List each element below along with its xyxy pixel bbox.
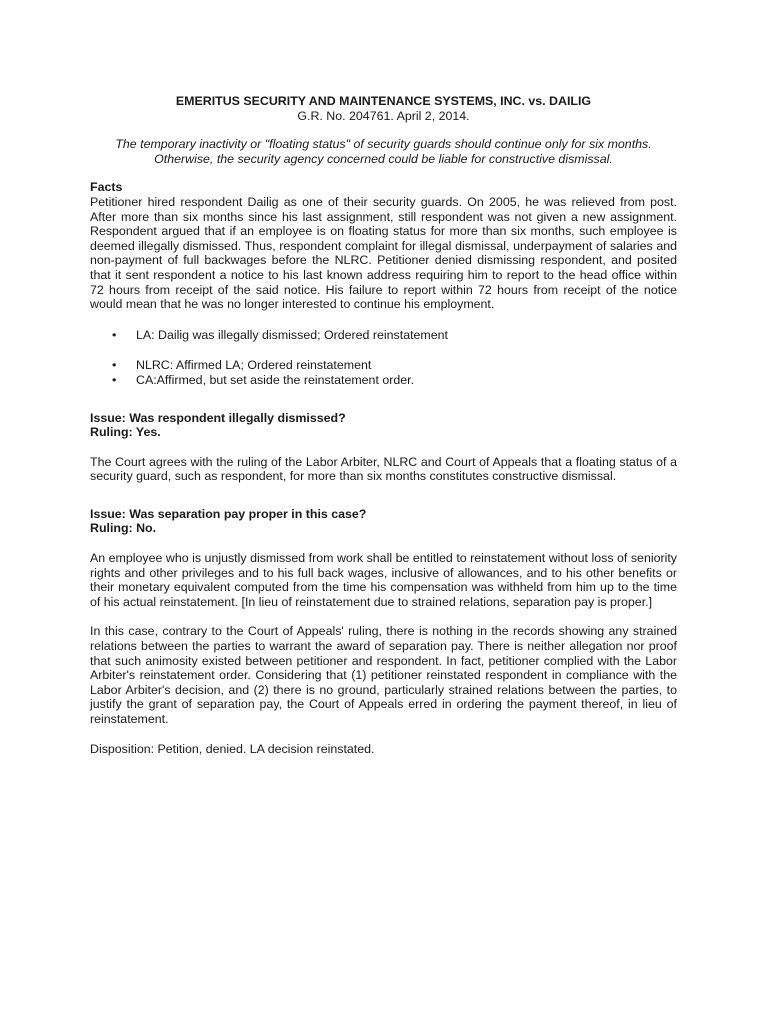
- list-item-text: LA: Dailig was illegally dismissed; Ordered reinstatement: [136, 327, 448, 342]
- list-item: [90, 373, 677, 388]
- case-citation: G.R. No. 204761. April 2, 2014.: [297, 108, 470, 123]
- bullet-icon: •: [112, 372, 117, 387]
- document-body: [90, 94, 677, 756]
- ruling-heading: Ruling: No.: [90, 521, 157, 536]
- issue-heading: Issue: Was respondent illegally dismissed?: [90, 410, 346, 425]
- procedural-history-list: [90, 328, 677, 388]
- list-item-text: CA:Affirmed, but set aside the reinstatement order.: [136, 372, 415, 387]
- ruling-heading: Ruling: Yes.: [90, 425, 161, 440]
- facts-heading: Facts: [90, 180, 123, 195]
- issue-section-1: [90, 411, 677, 484]
- doctrine-statement: [90, 137, 677, 166]
- doctrine-line-1: The temporary inactivity or "floating status" of security guards should continue only for six months.: [115, 137, 652, 152]
- list-item: [90, 358, 677, 373]
- facts-paragraph: Petitioner hired respondent Dailig as one of their security guards. On 2005, he was relieved from post. After more than six months since his last assignment, still respondent was not given a new assignment. Respondent argued that if an employee is on floating status for more than six months, such employee is deemed illegally dismissed. Thus, respondent complaint for illegal dismissal, underpayment of salaries and non-payment of full backwages before the NLRC. Petitioner denied dismissing respondent, and posited that it sent respondent a notice to his last known address requiring him to report to the head office within 72 hours from receipt of the said notice. His failure to report within 72 hours from receipt of the notice would mean that he was no longer interested to continue his employment.: [90, 194, 677, 312]
- case-title: EMERITUS SECURITY AND MAINTENANCE SYSTEMS, INC. vs. DAILIG: [175, 94, 592, 108]
- ruling-paragraph: The Court agrees with the ruling of the Labor Arbiter, NLRC and Court of Appeals that a floating status of a security guard, such as respondent, for more than six months constitutes constructive dismissal.: [90, 454, 677, 484]
- bullet-icon: •: [112, 327, 117, 342]
- doctrine-line-2: Otherwise, the security agency concerned could be liable for constructive dismissal.: [154, 151, 613, 166]
- list-item: [90, 328, 677, 343]
- ruling-paragraph: In this case, contrary to the Court of Appeals' ruling, there is nothing in the records showing any strained relations between the parties to warrant the award of separation pay. There is neither allegation nor proof that such animosity existed between petitioner and respondent. In fact, petitioner complied with the Labor Arbiter's reinstatement order. Considering that (1) petitioner reinstated respondent in compliance with the Labor Arbiter's decision, and (2) there is no ground, particularly strained relations between the parties, to justify the grant of separation pay, the Court of Appeals erred in ordering the payment thereof, in lieu of reinstatement.: [90, 624, 677, 726]
- bullet-icon: •: [112, 358, 117, 373]
- list-item-text: NLRC: Affirmed LA; Ordered reinstatement: [136, 358, 372, 373]
- issue-section-2: [90, 507, 677, 727]
- issue-heading: Issue: Was separation pay proper in this case?: [90, 506, 367, 521]
- ruling-paragraph: An employee who is unjustly dismissed from work shall be entitled to reinstatement without loss of seniority rights and other privileges and to his full back wages, inclusive of allowances, and to his other benefits or their monetary equivalent computed from the time his compensation was withheld from him up to the time of his actual reinstatement. [In lieu of reinstatement due to strained relations, separation pay is proper.]: [90, 551, 677, 609]
- disposition: Disposition: Petition, denied. LA decision reinstated.: [90, 741, 375, 756]
